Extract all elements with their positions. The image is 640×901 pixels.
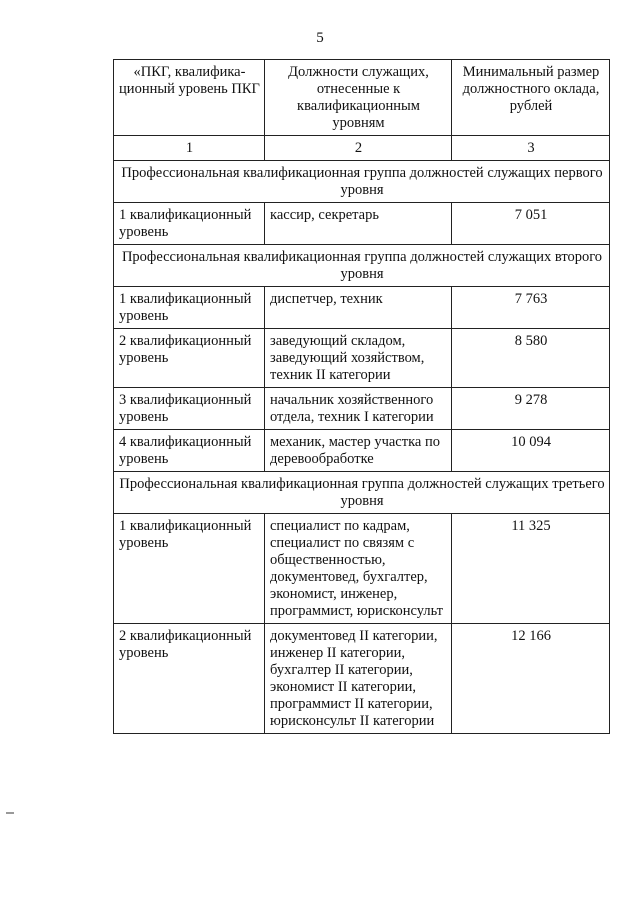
- positions: механик, мастер участка по деревообработке: [265, 430, 452, 472]
- group-header-row: [114, 161, 610, 203]
- group-title: Профессиональная квалификационная группа должностей служащих первого уровня: [114, 161, 610, 203]
- salary: 11 325: [452, 514, 610, 624]
- table-row: [114, 287, 610, 329]
- salary: 7 051: [452, 203, 610, 245]
- group-title: Профессиональная квалификационная группа должностей служащих третьего уровня: [114, 472, 610, 514]
- salary-table: [113, 59, 610, 734]
- group-header-row: [114, 472, 610, 514]
- positions: заведующий складом, заведующий хозяйством, техник II категории: [265, 329, 452, 388]
- table-row: [114, 514, 610, 624]
- salary: 10 094: [452, 430, 610, 472]
- header-min-salary: Минимальный размер должностного оклада, рублей: [452, 60, 610, 136]
- qualification-level: 3 квалификационный уровень: [114, 388, 265, 430]
- qualification-level: 1 квалификационный уровень: [114, 287, 265, 329]
- table-row: [114, 624, 610, 734]
- qualification-level: 4 квалификационный уровень: [114, 430, 265, 472]
- column-number: 1: [114, 136, 265, 161]
- positions: диспетчер, техник: [265, 287, 452, 329]
- salary: 8 580: [452, 329, 610, 388]
- qualification-level: 1 квалификационный уровень: [114, 203, 265, 245]
- positions: специалист по кадрам, специалист по связям с общественностью, документовед, бухгалтер, экономист, инженер, программист, юрисконсульт: [265, 514, 452, 624]
- group-title: Профессиональная квалификационная группа должностей служащих второго уровня: [114, 245, 610, 287]
- scan-edge-mark: [6, 812, 14, 814]
- column-numbers-row: [114, 136, 610, 161]
- table-row: [114, 388, 610, 430]
- column-number: 2: [265, 136, 452, 161]
- salary: 12 166: [452, 624, 610, 734]
- salary: 7 763: [452, 287, 610, 329]
- page-number: 5: [316, 30, 324, 46]
- qualification-level: 2 квалификационный уровень: [114, 329, 265, 388]
- group-header-row: [114, 245, 610, 287]
- table-row: [114, 203, 610, 245]
- header-positions: Должности служащих, отнесенные к квалификационным уровням: [265, 60, 452, 136]
- qualification-level: 2 квалификационный уровень: [114, 624, 265, 734]
- qualification-level: 1 квалификационный уровень: [114, 514, 265, 624]
- header-row: [114, 60, 610, 136]
- positions: начальник хозяйственного отдела, техник I категории: [265, 388, 452, 430]
- table-row: [114, 430, 610, 472]
- positions: документовед II категории, инженер II категории, бухгалтер II категории, экономист II категории, программист II категории, юрисконсульт II категории: [265, 624, 452, 734]
- header-qualification-group: «ПКГ, квалифика- ционный уровень ПКГ: [114, 60, 265, 136]
- column-number: 3: [452, 136, 610, 161]
- salary: 9 278: [452, 388, 610, 430]
- positions: кассир, секретарь: [265, 203, 452, 245]
- table-row: [114, 329, 610, 388]
